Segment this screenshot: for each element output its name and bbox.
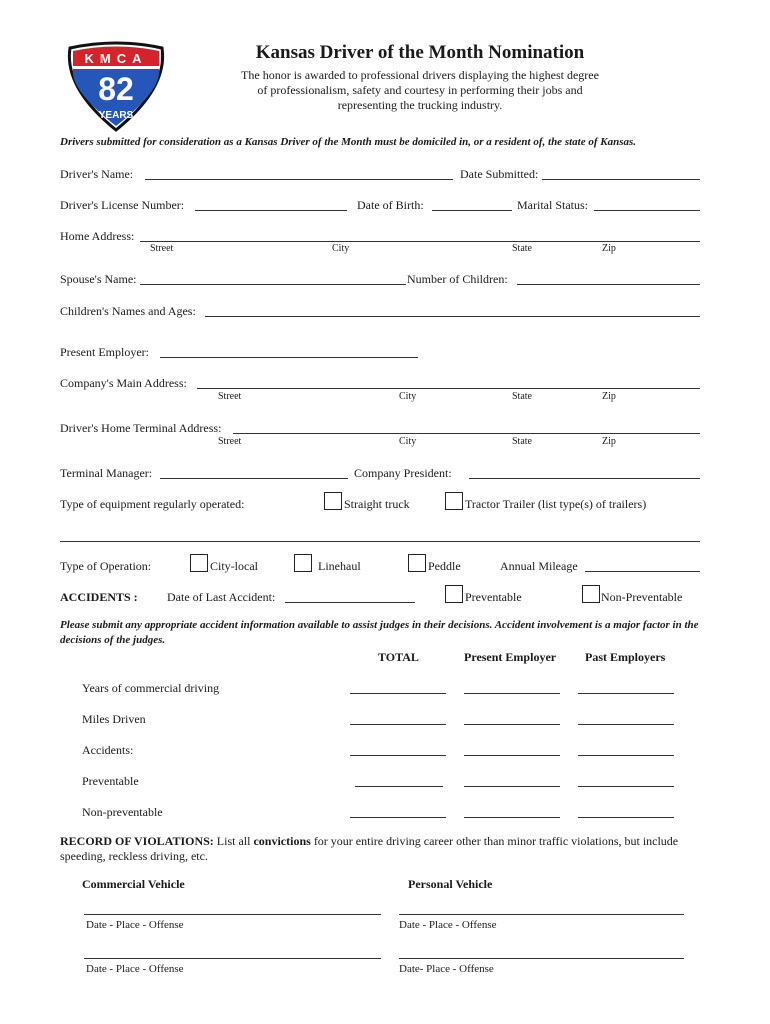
company-address-label: Company's Main Address: xyxy=(60,376,187,390)
violations-heading: RECORD OF VIOLATIONS: xyxy=(60,834,214,848)
present-employer-label: Present Employer: xyxy=(60,345,149,359)
preventable-checkbox[interactable] xyxy=(445,585,463,603)
non-preventable-checkbox[interactable] xyxy=(582,585,600,603)
personal-vehicle-heading: Personal Vehicle xyxy=(408,877,493,891)
company-street-caption: Street xyxy=(218,391,242,402)
children-names-field[interactable] xyxy=(205,316,700,317)
equipment-label: Type of equipment regularly operated: xyxy=(60,497,245,511)
company-president-label: Company President: xyxy=(354,466,452,480)
number-children-field[interactable] xyxy=(517,284,700,285)
number-children-label: Number of Children: xyxy=(407,272,508,286)
tractor-trailer-label: Tractor Trailer (list type(s) of trailers) xyxy=(465,497,647,511)
date-last-accident-label: Date of Last Accident: xyxy=(167,590,276,604)
terminal-state-caption: State xyxy=(512,436,532,447)
trailer-types-field[interactable] xyxy=(60,541,700,542)
present-employer-field[interactable] xyxy=(160,357,418,358)
straight-truck-label: Straight truck xyxy=(344,497,410,511)
years-present-field[interactable] xyxy=(464,693,560,694)
city-local-checkbox[interactable] xyxy=(190,554,208,572)
linehaul-label: Linehaul xyxy=(318,559,361,573)
terminal-manager-label: Terminal Manager: xyxy=(60,466,153,480)
page-title: Kansas Driver of the Month Nomination xyxy=(255,42,585,63)
company-state-caption: State xyxy=(512,391,532,402)
col-past-employers-header: Past Employers xyxy=(585,650,666,664)
annual-mileage-field[interactable] xyxy=(585,571,700,572)
tractor-trailer-checkbox[interactable] xyxy=(445,492,463,510)
col-present-employer-header: Present Employer xyxy=(464,650,557,664)
accidents-total-field[interactable] xyxy=(350,755,446,756)
drivers-name-field[interactable] xyxy=(145,179,453,180)
company-president-field[interactable] xyxy=(469,478,700,479)
row-preventable-label: Preventable xyxy=(82,774,139,788)
accidents-heading: ACCIDENTS : xyxy=(60,590,138,604)
terminal-address-label: Driver's Home Terminal Address: xyxy=(60,421,222,435)
home-address-label: Home Address: xyxy=(60,229,135,243)
accidents-past-field[interactable] xyxy=(578,755,674,756)
row-miles-label: Miles Driven xyxy=(82,712,146,726)
miles-past-field[interactable] xyxy=(578,724,674,725)
commercial-violation-1-field[interactable] xyxy=(84,914,381,915)
date-submitted-label: Date Submitted: xyxy=(460,167,539,181)
personal-violation-2-field[interactable] xyxy=(399,958,684,959)
peddle-label: Peddle xyxy=(428,559,461,573)
miles-total-field[interactable] xyxy=(350,724,446,725)
row-accidents-label: Accidents: xyxy=(82,743,134,757)
date-of-birth-field[interactable] xyxy=(432,210,512,211)
non-preventable-label: Non-Preventable xyxy=(601,590,683,604)
city-local-label: City-local xyxy=(210,559,258,573)
intro-text: The honor is awarded to professional drivers displaying the highest degree of professionalism, safety and courtesy in performing their jobs and representing the trucking industry. xyxy=(241,68,599,112)
company-city-caption: City xyxy=(399,391,417,402)
children-names-label: Children's Names and Ages: xyxy=(60,304,196,318)
logo-bottom-text: YEARS xyxy=(98,110,134,121)
date-submitted-field[interactable] xyxy=(542,179,700,180)
license-number-label: Driver's License Number: xyxy=(60,198,185,212)
residency-notice: Drivers submitted for consideration as a Kansas Driver of the Month must be domiciled in, or a resident of, the state of Kansas. xyxy=(60,136,637,148)
non-preventable-present-field[interactable] xyxy=(464,817,560,818)
personal-violation-2-caption: Date- Place - Offense xyxy=(399,963,494,975)
violations-text-a: List all xyxy=(213,834,254,848)
accidents-present-field[interactable] xyxy=(464,755,560,756)
row-years-label: Years of commercial driving xyxy=(82,681,220,695)
commercial-violation-1-caption: Date - Place - Offense xyxy=(86,919,184,931)
miles-present-field[interactable] xyxy=(464,724,560,725)
straight-truck-checkbox[interactable] xyxy=(324,492,342,510)
preventable-present-field[interactable] xyxy=(464,786,560,787)
logo-top-text: KMCA xyxy=(84,51,148,66)
col-total-header: TOTAL xyxy=(378,650,419,664)
row-non-preventable-label: Non-preventable xyxy=(82,805,163,819)
spouse-name-label: Spouse's Name: xyxy=(60,272,137,286)
preventable-past-field[interactable] xyxy=(578,786,674,787)
violations-instructions xyxy=(60,834,710,864)
personal-violation-1-field[interactable] xyxy=(399,914,684,915)
terminal-manager-field[interactable] xyxy=(160,478,348,479)
terminal-address-field[interactable] xyxy=(233,433,700,434)
years-past-field[interactable] xyxy=(578,693,674,694)
marital-status-field[interactable] xyxy=(594,210,700,211)
drivers-name-label: Driver's Name: xyxy=(60,167,134,181)
preventable-total-field[interactable] xyxy=(355,786,443,787)
annual-mileage-label: Annual Mileage xyxy=(500,559,578,573)
operation-label: Type of Operation: xyxy=(60,559,152,573)
terminal-city-caption: City xyxy=(399,436,417,447)
violations-text-c: for your entire driving career other than minor traffic violations, but include speeding, reckless driving, etc. xyxy=(60,834,679,863)
personal-violation-1-caption: Date - Place - Offense xyxy=(399,919,497,931)
marital-status-label: Marital Status: xyxy=(517,198,588,212)
logo-number: 82 xyxy=(98,71,134,107)
linehaul-checkbox[interactable] xyxy=(294,554,312,572)
home-zip-caption: Zip xyxy=(602,243,616,254)
commercial-violation-2-caption: Date - Place - Offense xyxy=(86,963,184,975)
commercial-vehicle-heading: Commercial Vehicle xyxy=(82,877,185,891)
home-state-caption: State xyxy=(512,243,532,254)
commercial-violation-2-field[interactable] xyxy=(84,958,381,959)
non-preventable-total-field[interactable] xyxy=(350,817,446,818)
date-last-accident-field[interactable] xyxy=(285,602,415,603)
accident-note: Please submit any appropriate accident information available to assist judges in their decisions. Accident involvement is a major factor in the decisions of the judges. xyxy=(60,619,699,646)
violations-text-b: convictions xyxy=(253,834,311,848)
home-street-caption: Street xyxy=(150,243,174,254)
terminal-zip-caption: Zip xyxy=(602,436,616,447)
home-city-caption: City xyxy=(332,243,350,254)
home-address-field[interactable] xyxy=(140,241,700,242)
non-preventable-past-field[interactable] xyxy=(578,817,674,818)
company-zip-caption: Zip xyxy=(602,391,616,402)
company-address-field[interactable] xyxy=(197,388,700,389)
peddle-checkbox[interactable] xyxy=(408,554,426,572)
license-number-field[interactable] xyxy=(195,210,347,211)
spouse-name-field[interactable] xyxy=(140,284,406,285)
date-of-birth-label: Date of Birth: xyxy=(357,198,424,212)
years-total-field[interactable] xyxy=(350,693,446,694)
terminal-street-caption: Street xyxy=(218,436,242,447)
preventable-label: Preventable xyxy=(465,590,522,604)
